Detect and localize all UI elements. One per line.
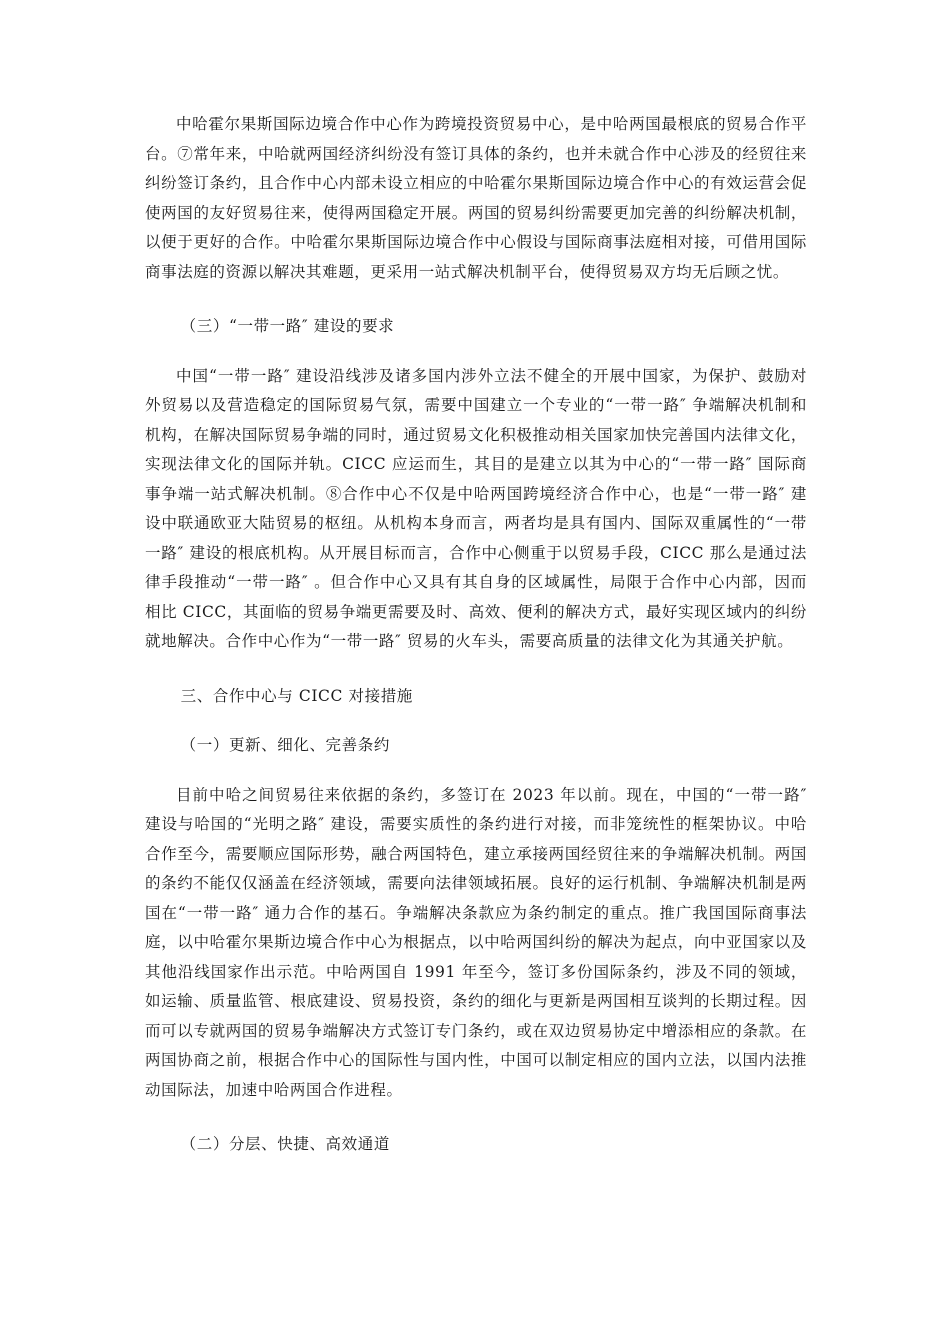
section-heading-channels: （二）分层、快捷、高效通道: [180, 1135, 390, 1153]
paragraph-treaties: 目前中哈之间贸易往来依据的条约，多签订在 2023 年以前。现在，中国的“一带一路″ 建设与哈国的“光明之路″ 建设，需要实质性的条约进行对接，而非笼统性的框架协议。中哈合作至今，需要顺应国际形势，融合两国特色，建立承接两国经贸往来的争端解决机制。两国的条约不能仅仅涵盖在经济领域，需要向法律领域拓展。良好的运行机制、争端解决机制是两国在“一带一路″ 通力合作的基石。争端解决条款应为条约制定的重点。推广我国国际商事法庭，以中哈霍尔果斯边境合作中心为根据点，以中哈两国纠纷的解决为起点，向中亚国家以及其他沿线国家作出示范。中哈两国自 1991 年至今，签订多份国际条约，涉及不同的领域，如运输、质量监管、根底建设、贸易投资，条约的细化与更新是两国相互谈判的长期过程。因而可以专就两国的贸易争端解决方式签订专门条约，或在双边贸易协定中增添相应的条款。在两国协商之前，根据合作中心的国际性与国内性，中国可以制定相应的国内立法，以国内法推动国际法，加速中哈两国合作进程。: [145, 785, 807, 1099]
paragraph-horgos-center: 中哈霍尔果斯国际边境合作中心作为跨境投资贸易中心，是中哈两国最根底的贸易合作平台。⑦常年来，中哈就两国经济纠纷没有签订具体的条约，也并未就合作中心涉及的经贸往来纠纷签订条约，且合作中心内部未设立相应的中哈霍尔果斯国际边境合作中心的有效运营会促使两国的友好贸易往来，使得两国稳定开展。两国的贸易纠纷需要更加完善的纠纷解决机制，以便于更好的合作。中哈霍尔果斯国际边境合作中心假设与国际商事法庭相对接，可借用国际商事法庭的资源以解决其难题，更采用一站式解决机制平台，使得贸易双方均无后顾之忧。: [145, 115, 807, 281]
section-heading-belt-road-requirements: （三）“一带一路″ 建设的要求: [180, 317, 395, 335]
document-page: [145, 110, 807, 1160]
section-heading-treaties: （一）更新、细化、完善条约: [180, 736, 390, 754]
chapter-heading-measures: 三、合作中心与 CICC 对接措施: [180, 686, 413, 705]
paragraph-belt-road: 中国“一带一路″ 建设沿线涉及诸多国内涉外立法不健全的开展中国家，为保护、鼓励对外贸易以及营造稳定的国际贸易气氛，需要中国建立一个专业的“一带一路″ 争端解决机制和机构，在解决国际贸易争端的同时，通过贸易文化积极推动相关国家加快完善国内法律文化，实现法律文化的国际并轨。CICC 应运而生，其目的是建立以其为中心的“一带一路″ 国际商事争端一站式解决机制。⑧合作中心不仅是中哈两国跨境经济合作中心，也是“一带一路″ 建设中联通欧亚大陆贸易的枢纽。从机构本身而言，两者均是具有国内、国际双重属性的“一带一路″ 建设的根底机构。从开展目标而言，合作中心侧重于以贸易手段，CICC 那么是通过法律手段推动“一带一路″ 。但合作中心又具有其自身的区域属性，局限于合作中心内部，因而相比 CICC，其面临的贸易争端更需要及时、高效、便利的解决方式，最好实现区域内的纠纷就地解决。合作中心作为“一带一路″ 贸易的火车头，需要高质量的法律文化为其通关护航。: [145, 366, 807, 650]
